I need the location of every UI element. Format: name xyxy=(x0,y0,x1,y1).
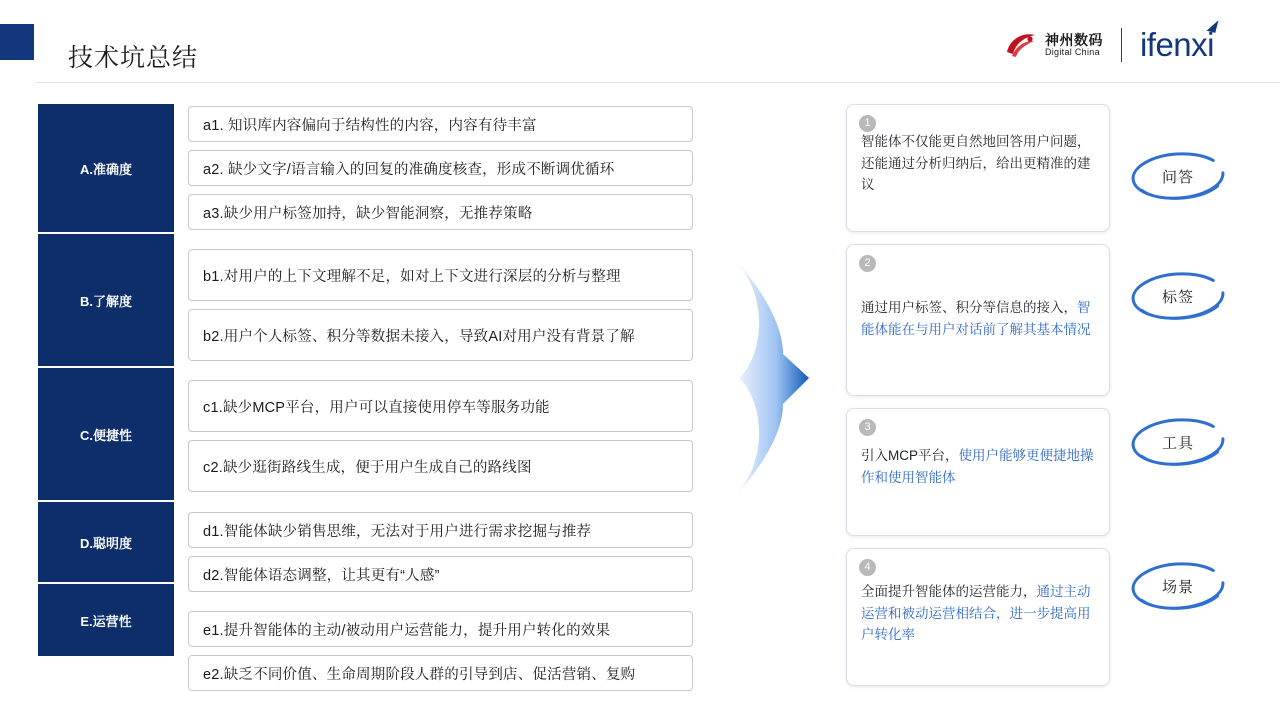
card-text-plain: 全面提升智能体的运营能力， xyxy=(861,584,1037,599)
tag-label: 场景 xyxy=(1161,578,1194,596)
category-label: E.运营性 xyxy=(80,613,132,629)
solution-card-4 xyxy=(846,548,1110,686)
card-text xyxy=(861,581,1095,646)
category-label: C.便捷性 xyxy=(79,427,132,443)
category-block-b xyxy=(38,234,174,366)
ifenxi-wordmark: ifenxi xyxy=(1139,26,1214,63)
digital-china-logo xyxy=(1004,30,1103,60)
list-item-text: c2.缺少逛街路线生成，便于用户生成自己的路线图 xyxy=(203,459,532,476)
card-number-badge: 2 xyxy=(859,255,876,272)
brand-separator xyxy=(1121,28,1122,62)
list-item xyxy=(188,249,693,301)
tag-bubble-scene xyxy=(1126,556,1230,616)
card-number-badge: 3 xyxy=(859,419,876,436)
list-item xyxy=(188,106,693,142)
tag-label: 工具 xyxy=(1161,434,1194,452)
category-label: D.聪明度 xyxy=(79,535,132,551)
tag-bubble-qa xyxy=(1126,146,1230,206)
category-label: B.了解度 xyxy=(79,293,132,309)
ifenxi-tick-icon xyxy=(1207,18,1219,33)
list-item xyxy=(188,611,693,647)
card-text-plain: 智能体不仅能更自然地回答用户问题，还能通过分析归纳后，给出更精准的建议 xyxy=(861,134,1091,193)
list-item xyxy=(188,512,693,548)
digital-china-wordmark xyxy=(1045,33,1103,57)
category-column xyxy=(38,104,174,658)
tag-label: 标签 xyxy=(1161,288,1194,306)
card-text-plain: 引入MCP平台， xyxy=(861,448,959,463)
category-block-a xyxy=(38,104,174,232)
brand-name-en: Digital China xyxy=(1044,46,1100,57)
list-item-text: b1.对用户的上下文理解不足，如对上下文进行深层的分析与整理 xyxy=(203,268,621,285)
list-item-text: d1.智能体缺少销售思维，无法对于用户进行需求挖掘与推荐 xyxy=(203,523,592,540)
card-number-badge: 4 xyxy=(859,559,876,576)
list-item xyxy=(188,556,693,592)
flow-arrow-icon xyxy=(735,258,821,498)
list-item-text: a3.缺少用户标签加持，缺少智能洞察，无推荐策略 xyxy=(203,205,533,222)
list-item xyxy=(188,309,693,361)
solution-card-2 xyxy=(846,244,1110,396)
slide-header xyxy=(0,0,1280,84)
page-title: 技术坑总结 xyxy=(68,44,199,72)
card-text-highlight: 通过主动运营和被动运营相结合，进一步提高用户转化率 xyxy=(861,584,1091,643)
solution-card-3 xyxy=(846,408,1110,536)
category-block-c xyxy=(38,368,174,500)
list-item xyxy=(188,194,693,230)
list-item-text: e1.提升智能体的主动/被动用户运营能力，提升用户转化的效果 xyxy=(203,622,611,639)
tag-bubble-tool xyxy=(1126,412,1230,472)
list-item xyxy=(188,380,693,432)
category-block-d xyxy=(38,502,174,582)
solution-card-1 xyxy=(846,104,1110,232)
list-item-text: c1.缺少MCP平台，用户可以直接使用停车等服务功能 xyxy=(203,399,550,416)
card-text xyxy=(861,131,1095,196)
card-text xyxy=(861,297,1095,340)
category-block-e xyxy=(38,584,174,656)
header-accent-bar xyxy=(0,24,34,60)
category-label: A.准确度 xyxy=(79,161,132,177)
header-divider xyxy=(36,82,1280,83)
list-item-text: a1. 知识库内容偏向于结构性的内容，内容有待丰富 xyxy=(203,117,537,134)
list-item xyxy=(188,655,693,691)
swirl-icon xyxy=(1004,30,1038,60)
list-item-text: a2. 缺少文字/语言输入的回复的准确度核查，形成不断调优循环 xyxy=(203,161,615,178)
issue-list xyxy=(188,106,693,699)
list-item-text: b2.用户个人标签、积分等数据未接入，导致AI对用户没有背景了解 xyxy=(203,328,635,345)
brand-name-cn: 神州数码 xyxy=(1044,31,1103,48)
tag-column xyxy=(1126,104,1246,616)
solution-cards xyxy=(846,104,1110,698)
list-item xyxy=(188,150,693,186)
tag-label: 问答 xyxy=(1161,168,1194,186)
card-text-highlight: 智能体能在与用户对话前了解其基本情况 xyxy=(861,300,1091,337)
card-number-badge: 1 xyxy=(859,115,876,132)
tag-bubble-label xyxy=(1126,266,1230,326)
list-item xyxy=(188,440,693,492)
card-text-highlight: 使用户能够更便捷地操作和使用智能体 xyxy=(861,448,1094,485)
card-text xyxy=(861,445,1095,488)
list-item-text: e2.缺乏不同价值、生命周期阶段人群的引导到店、促活营销、复购 xyxy=(203,666,636,683)
card-text-plain: 通过用户标签、积分等信息的接入， xyxy=(861,300,1077,315)
brand-lockup xyxy=(1004,26,1214,64)
list-item-text: d2.智能体语态调整，让其更有“人感” xyxy=(203,567,440,584)
ifenxi-logo xyxy=(1140,26,1214,64)
